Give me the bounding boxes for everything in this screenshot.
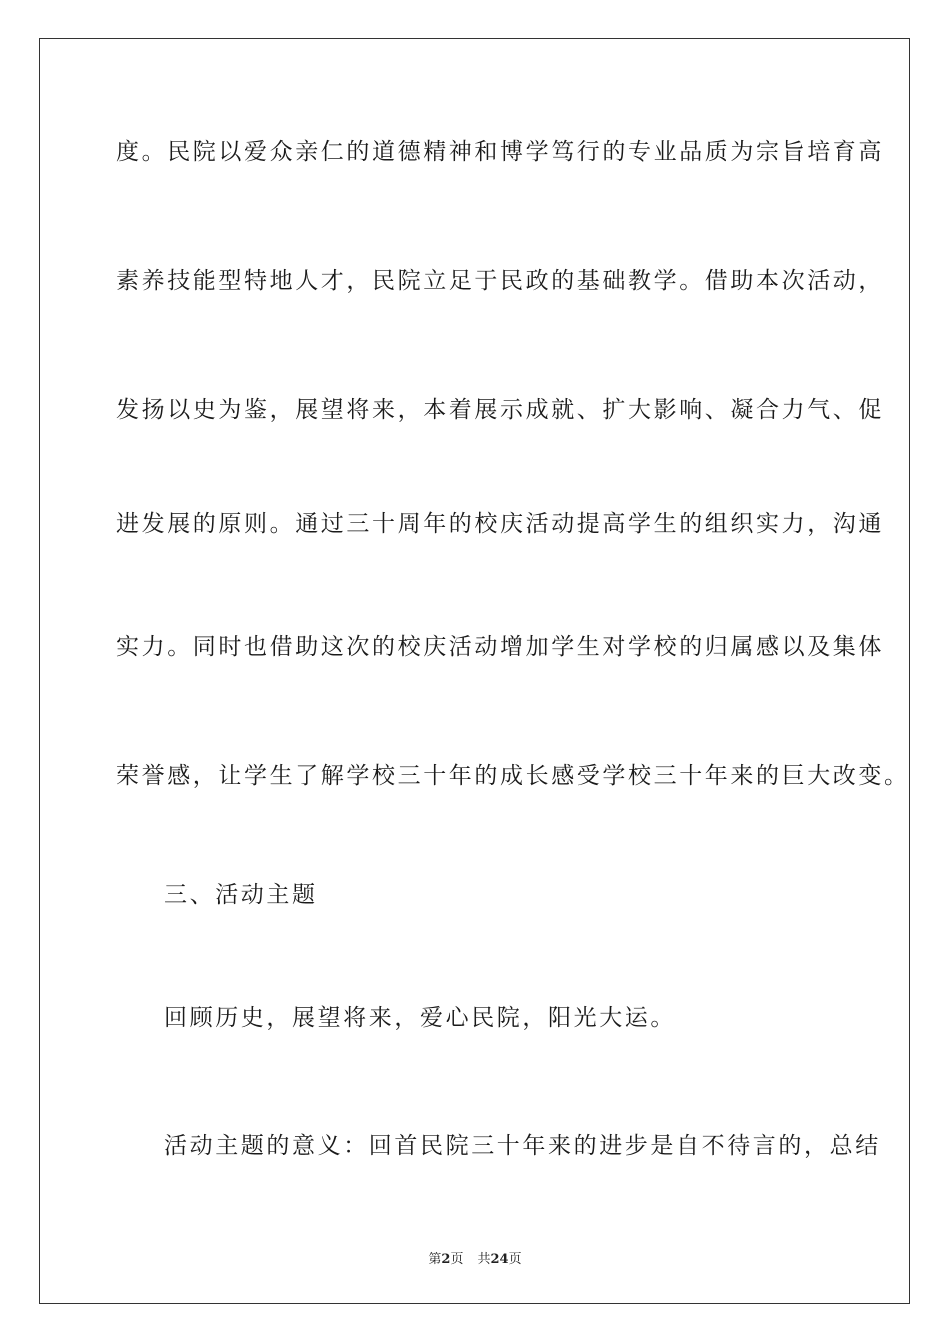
body-line-2: 素养技能型特地人才，民院立足于民政的基础教学。借助本次活动，	[116, 268, 884, 294]
page-total: 24	[490, 1252, 509, 1267]
body-line-1: 度。民院以爱众亲仁的道德精神和博学笃行的专业品质为宗旨培育高	[116, 139, 884, 165]
page-footer	[0, 1248, 950, 1267]
page-prefix: 第	[428, 1252, 442, 1267]
page-current: 2	[441, 1252, 451, 1267]
total-suffix: 页	[508, 1252, 522, 1267]
body-line-5: 实力。同时也借助这次的校庆活动增加学生对学校的归属感以及集体	[116, 634, 884, 660]
body-line-meaning: 活动主题的意义：回首民院三十年来的进步是自不待言的，总结	[164, 1133, 881, 1159]
page-suffix: 页	[450, 1252, 464, 1267]
body-line-6: 荣誉感，让学生了解学校三十年的成长感受学校三十年来的巨大改变。	[116, 763, 910, 789]
total-prefix: 共	[477, 1252, 491, 1267]
page-frame	[39, 38, 910, 1304]
section-heading: 三、活动主题	[164, 882, 318, 908]
body-line-theme: 回顾历史，展望将来，爱心民院，阳光大运。	[164, 1005, 676, 1031]
body-line-3: 发扬以史为鉴，展望将来，本着展示成就、扩大影响、凝合力气、促	[116, 397, 884, 423]
body-line-4: 进发展的原则。通过三十周年的校庆活动提高学生的组织实力，沟通	[116, 511, 884, 537]
